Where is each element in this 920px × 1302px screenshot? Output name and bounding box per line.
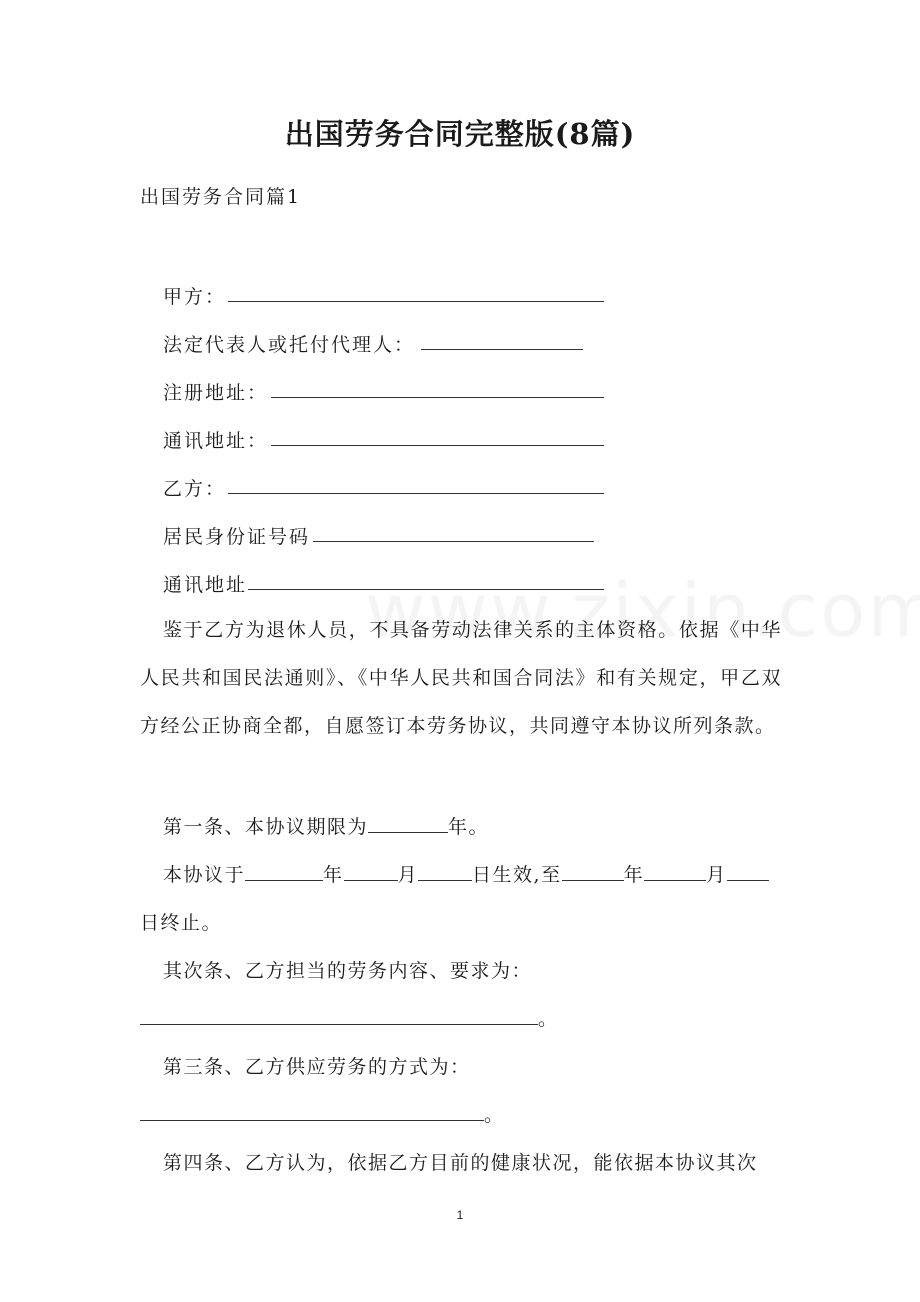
reg-address-label: 注册地址： [163,382,269,404]
article-1 [163,812,489,839]
article-1-suffix: 年。 [448,816,490,838]
article-3: 第三条、乙方供应劳务的方式为： [163,1056,471,1078]
article-4: 第四条、乙方认为，依据乙方目前的健康状况，能依据本协议其次 [163,1152,758,1174]
section-heading: 出国劳务合同篇1 [140,186,302,208]
article-1-text: 第一条、本协议期限为 [163,816,369,838]
start-day-blank [418,863,472,881]
contact-address-a-blank [271,445,604,446]
article-2-answer [140,1004,559,1031]
page-number: 1 [456,1208,464,1222]
id-number-blank [313,541,594,542]
contact-address-b-blank [248,589,604,590]
end-day-blank [727,863,769,881]
article-3-answer [140,1100,505,1127]
article-3-period: 。 [484,1104,505,1126]
party-b-blank [228,493,604,494]
start-year-blank [245,863,323,881]
legal-rep-label: 法定代表人或托付代理人： [163,334,416,356]
end-year-blank [562,863,624,881]
term-start: 本协议于 [163,864,246,886]
term-month-2: 月 [706,864,727,886]
document-title: 出国劳务合同完整版(8篇) [284,117,636,151]
contact-address-b-label: 通讯地址 [163,574,248,596]
article-2: 其次条、乙方担当的劳务内容、要求为： [163,960,533,982]
contact-address-a-label: 通讯地址： [163,430,269,452]
term-effective: 日生效,至 [472,864,562,886]
end-month-blank [644,863,706,881]
reg-address-blank [271,397,604,398]
article-3-blank [140,1103,484,1121]
article-2-period: 。 [538,1008,559,1030]
article-1-blank [368,815,448,833]
term-month: 月 [397,864,419,886]
preamble-paragraph: 鉴于乙方为退休人员，不具备劳动法律关系的主体资格。依据《中华人民共和国民法通则》、《中华人民共和国合同法》和有关规定，甲乙双方经公正协商全都，自愿签订本劳务协议，共同遵守本协议所列条款。 [140,619,782,737]
term-end: 日终止。 [140,912,223,934]
party-b-label: 乙方： [163,478,227,500]
term-year-2: 年 [623,864,645,886]
term-line [163,860,769,887]
party-a-blank [228,301,604,302]
article-2-blank [140,1007,538,1025]
legal-rep-blank [421,349,583,350]
id-number-label: 居民身份证号码 [163,526,311,548]
party-a-label: 甲方： [163,286,227,308]
term-year: 年 [323,864,344,886]
start-month-blank [344,863,398,881]
